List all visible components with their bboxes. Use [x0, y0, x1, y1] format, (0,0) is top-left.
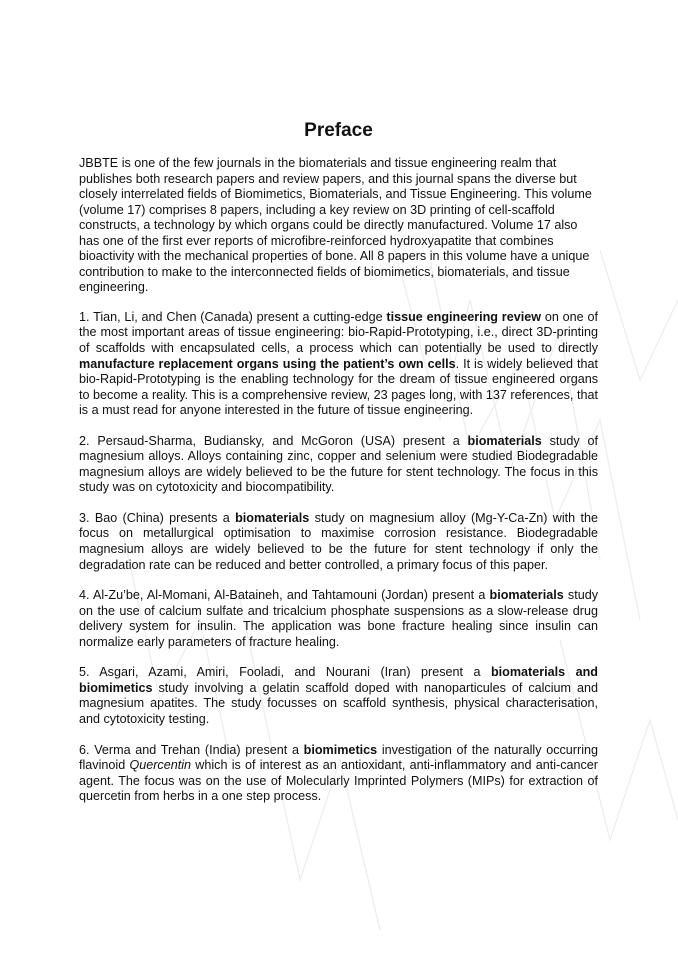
intro-paragraph: JBBTE is one of the few journals in the biomaterials and tissue engineering realm that publishes both research papers and review papers, and this journal spans the diverse but closely interrelated fields of Biomimetics, Biomaterials, and Tissue Engineering. This volume (volume 17) comprises 8 papers, including a key review on 3D printing of cell-scaffold constructs, a technology by which organs could be directly manufactured. Volume 17 also has one of the first ever reports of microfibre-reinforced hydroxyapatite that combines bioactivity with the mechanical properties of bone. All 8 papers in this volume have a unique contribution to make to the interconnected fields of biomimetics, biomaterials, and tissue engineering.: [79, 156, 592, 295]
highlight-phrase: manufacture replacement organs using the patient’s own cells: [79, 356, 456, 371]
page-title: Preface: [304, 120, 373, 141]
summary-text: 2. Persaud-Sharma, Budiansky, and McGoron (USA) present a: [79, 433, 468, 448]
summary-text: study on magnesium alloy (Mg-Y-Ca-Zn) with the focus on metallurgical optimisation to maximise corrosion resistance. Biodegradable magnesium alloys are widely believed to be the future for stent technology if only the degradation rate can be reduced and better controlled, a primary focus of this paper.: [79, 510, 598, 572]
summary-text: . It is widely believed that bio-Rapid-Prototyping is the enabling technology for the dream of tissue engineered organs to become a reality. This is a comprehensive review, 23 pages long, with 137 references, that is a must read for anyone interested in the future of tissue engineering.: [79, 356, 598, 418]
paper-summary-3: [79, 511, 598, 573]
field-tag: tissue engineering review: [386, 309, 542, 324]
preface-page: [79, 120, 598, 820]
summary-text: study involving a gelatin scaffold doped with nanoparticules of calcium and magnesium apatites. The study focusses on scaffold synthesis, physical characterisation, and cytotoxicity testing.: [79, 680, 598, 726]
summary-text: 5. Asgari, Azami, Amiri, Fooladi, and Nourani (Iran) present a: [79, 665, 491, 680]
paper-summary-1: [79, 310, 598, 419]
field-tag: biomaterials: [467, 433, 542, 448]
summary-text: investigation of the naturally occurring flavinoid: [79, 742, 598, 773]
field-tag: biomimetics: [303, 742, 378, 757]
summary-text: study of magnesium alloys. Alloys containing zinc, copper and selenium were studied Biodegradable magnesium alloys are widely believed to be the future for stent technology. The focus in this study was on cytotoxicity and biocompatibility.: [79, 433, 598, 495]
paper-summary-6: [79, 743, 598, 805]
field-tag: biomaterials: [235, 510, 310, 525]
summary-text: 3. Bao (China) presents a: [79, 510, 236, 525]
field-tag: biomaterials: [489, 588, 564, 603]
summary-text: 1. Tian, Li, and Chen (Canada) present a cutting-edge: [79, 309, 387, 324]
field-tag: biomaterials and biomimetics: [79, 665, 598, 695]
paper-summary-2: [79, 434, 598, 496]
summary-text: which is of interest as an antioxidant, anti-inflammatory and anti-cancer agent. The focus was on the use of Molecularly Imprinted Polymers (MIPs) for extraction of quercetin from herbs in a one step process.: [79, 758, 598, 804]
summary-text: study on the use of calcium sulfate and tricalcium phosphate suspensions as a slow-release drug delivery system for insulin. The application was bone fracture healing since insulin can normalize early parameters of fracture healing.: [79, 588, 598, 649]
compound-name: Quercentin: [129, 758, 192, 773]
summary-text: 6. Verma and Trehan (India) present a: [79, 742, 304, 757]
summary-text: 4. Al-Zu’be, Al-Momani, Al-Bataineh, and Tahtamouni (Jordan) present a: [79, 588, 490, 603]
paper-summary-5: [79, 665, 598, 727]
summary-text: on one of the most important areas of tissue engineering: bio-Rapid-Prototyping, i.e., direct 3D-printing of scaffolds with encapsulated cells, a process which can potentially be used to directly: [79, 309, 599, 356]
paper-summary-4: [79, 588, 598, 650]
